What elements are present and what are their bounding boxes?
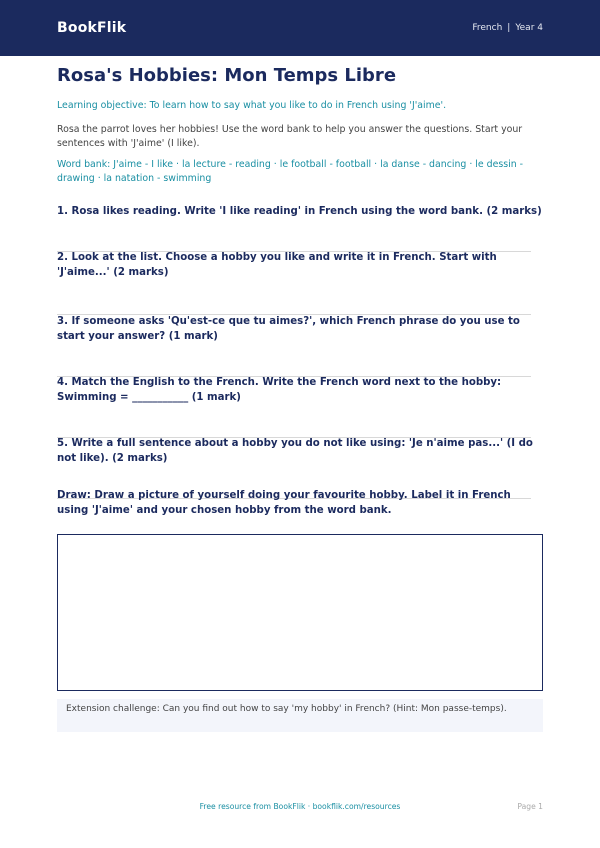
draw-prompt: Draw: Draw a picture of yourself doing your favourite hobby. Label it in French using 'J'aime' and your chosen hobby from the word bank.: [57, 490, 511, 516]
question-4: 4. Match the English to the French. Write the French word next to the hobby: Swimming = ___________ (1 mark): [57, 377, 502, 403]
worksheet-title: Rosa's Hobbies: Mon Temps Libre: [57, 65, 397, 86]
question-3: 3. If someone asks 'Qu'est-ce que tu aimes?', which French phrase do you use to start your answer? (1 mark): [57, 316, 520, 342]
brand-logo[interactable]: BookFlik: [57, 20, 127, 36]
intro-text: Rosa the parrot loves her hobbies! Use the word bank to help you answer the questions. Start your sentences with 'J'aime' (I like).: [57, 124, 523, 149]
header-bar: [0, 0, 600, 56]
question-1: 1. Rosa likes reading. Write 'I like reading' in French using the word bank. (2 marks): [57, 206, 542, 217]
footer-resource-link[interactable]: Free resource from BookFlik · bookflik.com/resources: [199, 802, 401, 811]
page-number: Page 1: [517, 802, 543, 811]
extension-challenge: Extension challenge: Can you find out how to say 'my hobby' in French? (Hint: Mon passe-temps).: [57, 699, 543, 732]
drawing-box[interactable]: [57, 534, 543, 691]
question-2: 2. Look at the list. Choose a hobby you like and write it in French. Start with 'J'aime...' (2 marks): [57, 252, 497, 278]
learning-objective: Learning objective: To learn how to say what you like to do in French using 'J'aime'.: [57, 100, 447, 111]
word-bank: Word bank: J'aime - I like · la lecture - reading · le football - football · la danse - dancing · le dessin - drawing · la natation - swimming: [57, 159, 524, 184]
subject-label: French: [472, 23, 503, 33]
year-label: Year 4: [515, 23, 543, 33]
subject-year: [472, 23, 543, 33]
meta-separator: |: [507, 23, 511, 33]
question-5: 5. Write a full sentence about a hobby you do not like using: 'Je n'aime pas...' (I do not like). (2 marks): [57, 438, 533, 464]
